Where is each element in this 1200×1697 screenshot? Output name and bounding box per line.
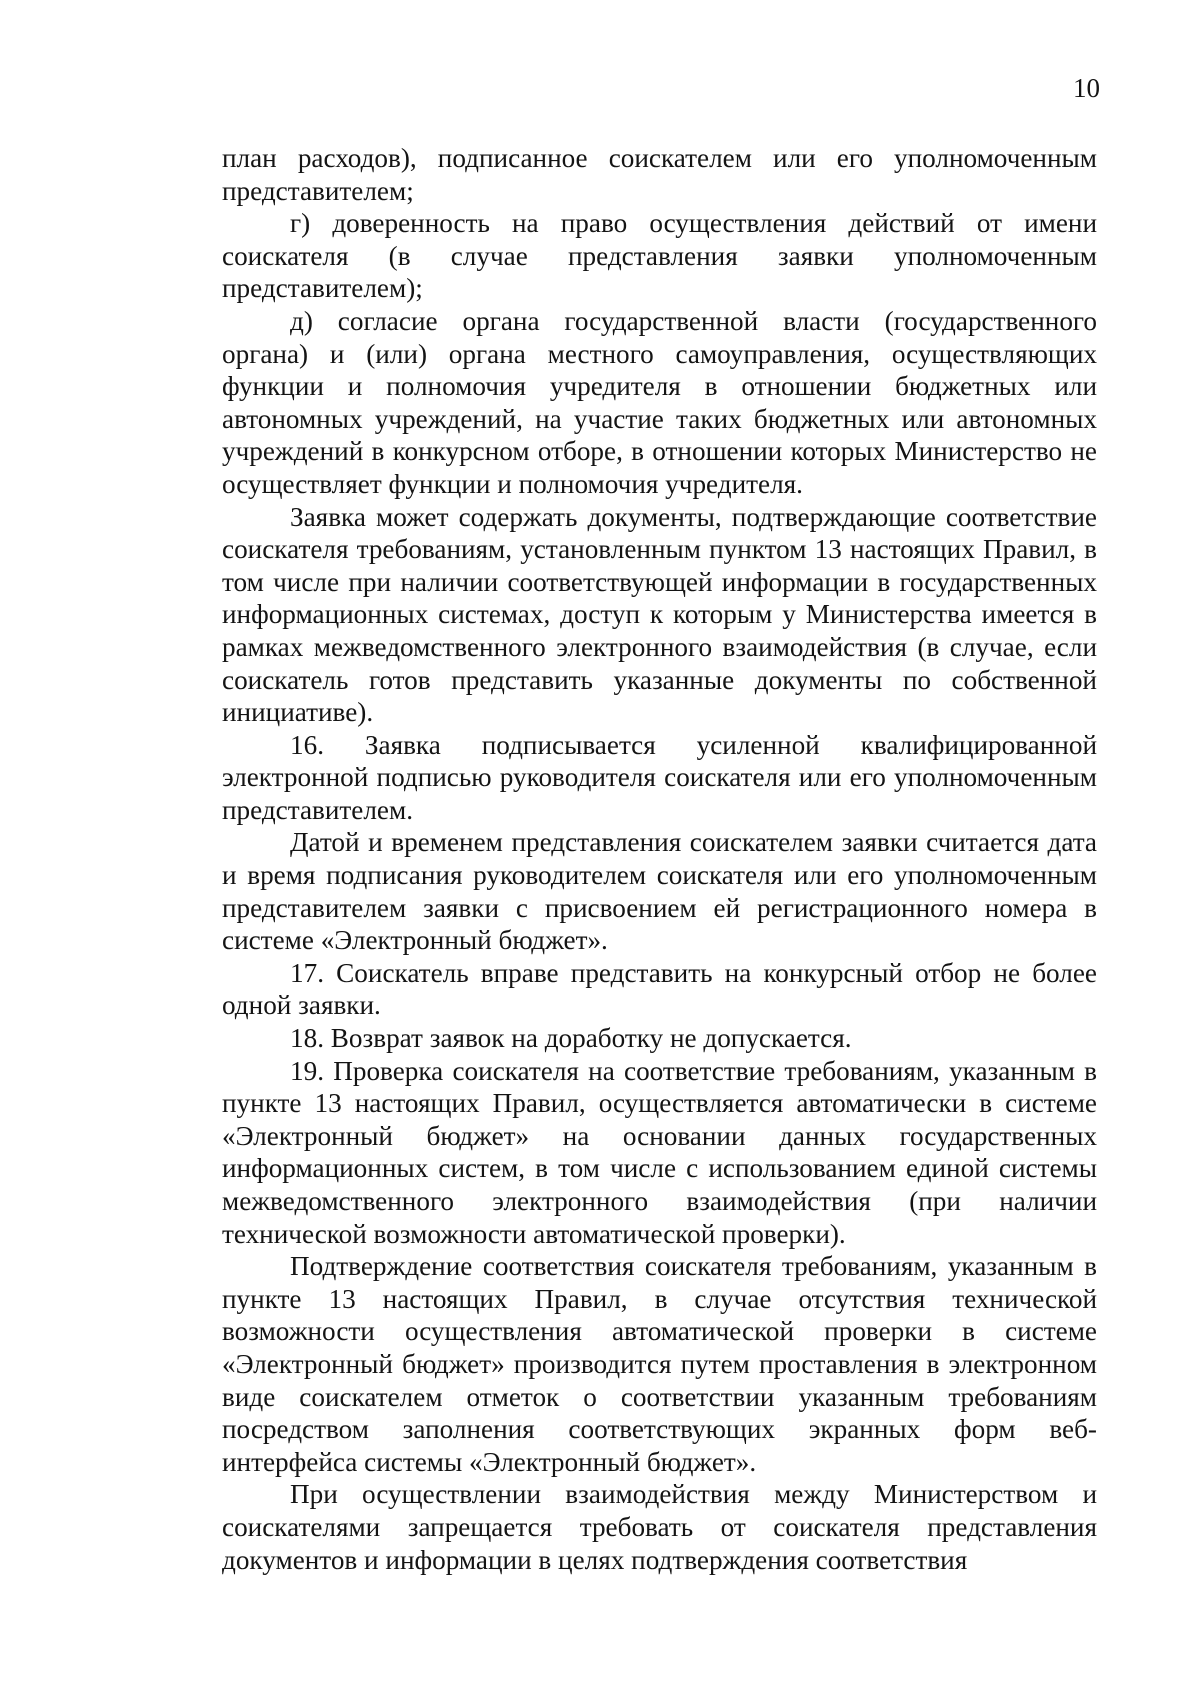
paragraph-clause-18: 18. Возврат заявок на доработку не допускается. [290, 1023, 852, 1054]
paragraph-application-documents: Заявка может содержать документы, подтверждающие соответствие соискателя требованиям, установленным пунктом 13 настоящих Правил, в том числе при наличии соответствующей информации в государственных информационных системах, доступ к которым у Министерства имеется в рамках межведомственного электронного взаимодействия (в случае, если соискатель готов представить указанные документы по собственной инициативе). [222, 501, 1097, 728]
paragraph-interaction: При осуществлении взаимодействия между Министерством и соискателями запрещается требовать от соискателя представления документов и информации в целях подтверждения соответствия [222, 1479, 1097, 1575]
paragraph-item-d: д) согласие органа государственной власти (государственного органа) и (или) органа местного самоуправления, осуществляющих функции и полномочия учредителя в отношении бюджетных или автономных учреждений, на участие таких бюджетных или автономных учреждений в конкурсном отборе, в отношении которых Министерство не осуществляет функции и полномочия учредителя. [222, 305, 1097, 499]
paragraph-clause-16: 16. Заявка подписывается усиленной квалифицированной электронной подписью руководителя соискателя или его уполномоченным представителем. [222, 729, 1097, 825]
paragraph-item-g: г) доверенность на право осуществления действий от имени соискателя (в случае представления заявки уполномоченным представителем); [222, 208, 1097, 304]
paragraph-continuation: план расходов), подписанное соискателем или его уполномоченным представителем; [222, 143, 1097, 206]
page-number: 10 [1073, 73, 1100, 103]
document-body [222, 142, 1097, 1576]
paragraph-clause-17: 17. Соискатель вправе представить на конкурсный отбор не более одной заявки. [222, 957, 1097, 1021]
paragraph-compliance-confirmation: Подтверждение соответствия соискателя требованиям, указанным в пункте 13 настоящих Правил, в случае отсутствия технической возможности осуществления автоматической проверки в системе «Электронный бюджет» производится путем проставления в электронном виде соискателем отметок о соответствии указанным требованиям посредством заполнения соответствующих экранных форм веб-интерфейса системы «Электронный бюджет». [222, 1251, 1097, 1477]
paragraph-clause-19: 19. Проверка соискателя на соответствие требованиям, указанным в пункте 13 настоящих Правил, осуществляется автоматически в системе «Электронный бюджет» на основании данных государственных информационных систем, в том числе с использованием единой системы межведомственного электронного взаимодействия (при наличии технической возможности автоматической проверки). [222, 1055, 1097, 1249]
paragraph-submission-date: Датой и временем представления соискателем заявки считается дата и время подписания руководителем соискателя или его уполномоченным представителем заявки с присвоением ей регистрационного номера в системе «Электронный бюджет». [222, 827, 1097, 956]
